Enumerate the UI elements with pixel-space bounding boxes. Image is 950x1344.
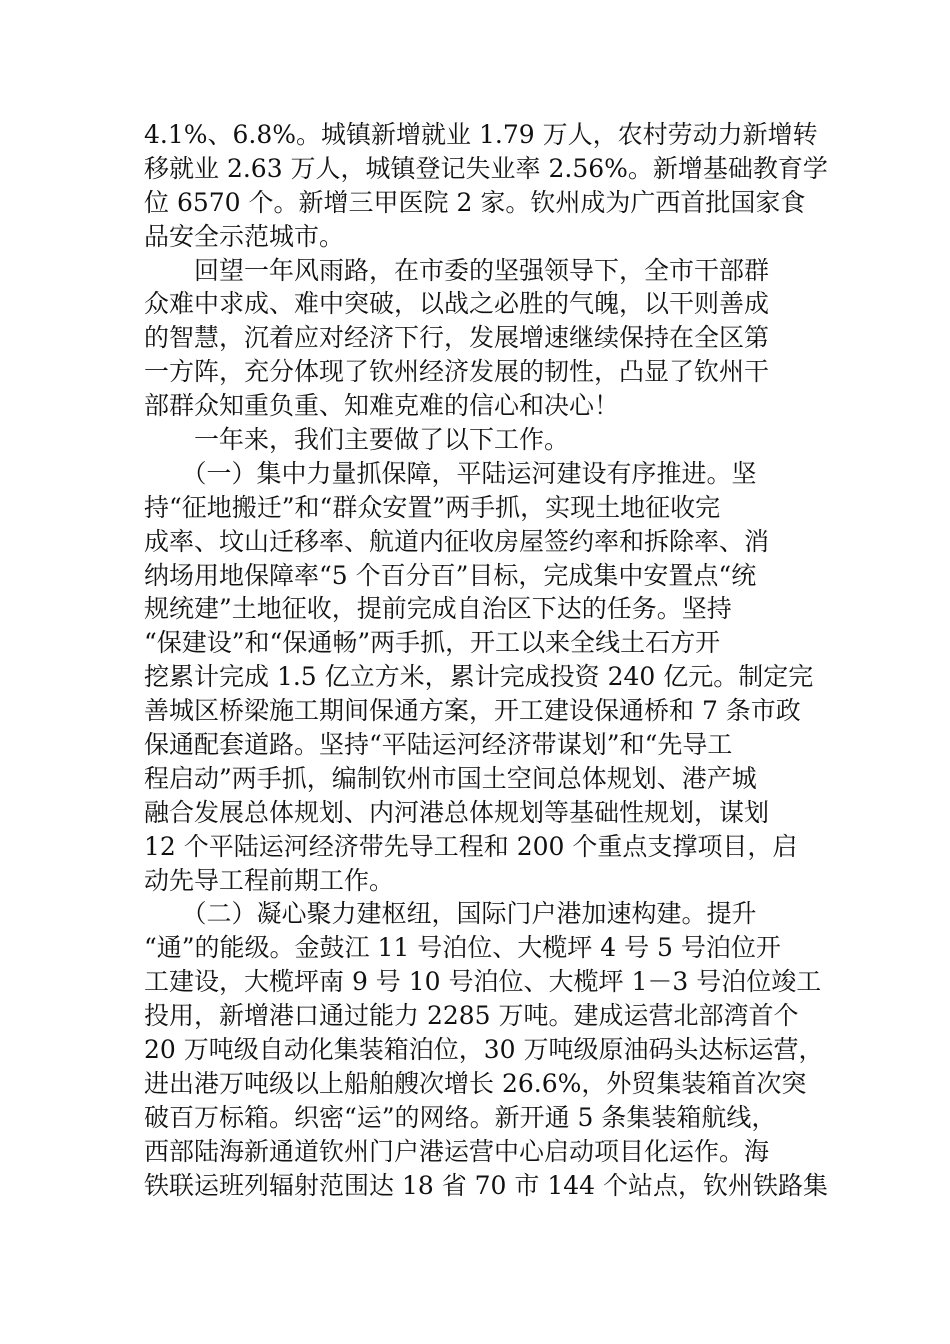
text-line: 4.1%、6.8%。城镇新增就业 1.79 万人，农村劳动力新增转	[144, 120, 818, 149]
text-line: 持“征地搬迁”和“群众安置”两手抓，实现土地征收完	[144, 492, 721, 522]
text-line: 众难中求成、难中突破，以战之必胜的气魄，以干则善成	[144, 289, 770, 319]
text-line: 保通配套道路。坚持“平陆运河经济带谋划”和“先导工	[144, 730, 733, 760]
text-line: 回望一年风雨路，在市委的坚强领导下，全市干部群	[144, 255, 770, 285]
text-line: 一方阵，充分体现了钦州经济发展的韧性，凸显了钦州干	[144, 357, 770, 387]
text-line: 的智慧，沉着应对经济下行，发展增速继续保持在全区第	[144, 323, 770, 353]
text-line: （一）集中力量抓保障，平陆运河建设有序推进。坚	[144, 458, 757, 488]
text-line: 善城区桥梁施工期间保通方案，开工建设保通桥和 7 条市政	[144, 696, 801, 726]
text-line: 20 万吨级自动化集装箱泊位，30 万吨级原油码头达标运营，	[144, 1035, 824, 1065]
text-line: 动先导工程前期工作。	[144, 865, 395, 895]
text-line: “保建设”和“保通畅”两手抓，开工以来全线土石方开	[144, 628, 721, 658]
text-line: 部群众知重负重、知难克难的信心和决心！	[144, 391, 620, 421]
text-line: 破百万标箱。织密“运”的网络。新开通 5 条集装箱航线，	[144, 1102, 777, 1132]
document-page	[144, 118, 834, 1203]
text-line: “通”的能级。金鼓江 11 号泊位、大榄坪 4 号 5 号泊位开	[144, 933, 781, 963]
text-line: 移就业 2.63 万人，城镇登记失业率 2.56%。新增基础教育学	[144, 153, 828, 183]
text-line: 融合发展总体规划、内河港总体规划等基础性规划，谋划	[144, 797, 770, 827]
text-line: 成率、坟山迁移率、航道内征收房屋签约率和拆除率、消	[144, 526, 770, 556]
text-line: 品安全示范城市。	[144, 221, 345, 251]
text-line: 西部陆海新通道钦州门户港运营中心启动项目化运作。海	[144, 1136, 770, 1166]
text-line: 位 6570 个。新增三甲医院 2 家。钦州成为广西首批国家食	[144, 187, 806, 217]
text-line: 挖累计完成 1.5 亿立方米，累计完成投资 240 亿元。制定完	[144, 662, 814, 692]
text-line: 工建设，大榄坪南 9 号 10 号泊位、大榄坪 1－3 号泊位竣工	[144, 967, 822, 997]
text-line: 程启动”两手抓，编制钦州市国土空间总体规划、港产城	[144, 763, 757, 793]
text-line: （二）凝心聚力建枢纽，国际门户港加速构建。提升	[144, 899, 757, 929]
text-line: 纳场用地保障率“5 个百分百”目标，完成集中安置点“统	[144, 560, 757, 590]
text-line: 规统建”土地征收，提前完成自治区下达的任务。坚持	[144, 594, 732, 624]
text-line: 铁联运班列辐射范围达 18 省 70 市 144 个站点，钦州铁路集	[144, 1170, 829, 1200]
text-line: 一年来，我们主要做了以下工作。	[144, 425, 570, 455]
text-line: 进出港万吨级以上船舶艘次增长 26.6%，外贸集装箱首次突	[144, 1068, 807, 1098]
text-line: 12 个平陆运河经济带先导工程和 200 个重点支撑项目，启	[144, 831, 798, 861]
text-line: 投用，新增港口通过能力 2285 万吨。建成运营北部湾首个	[144, 1001, 799, 1031]
